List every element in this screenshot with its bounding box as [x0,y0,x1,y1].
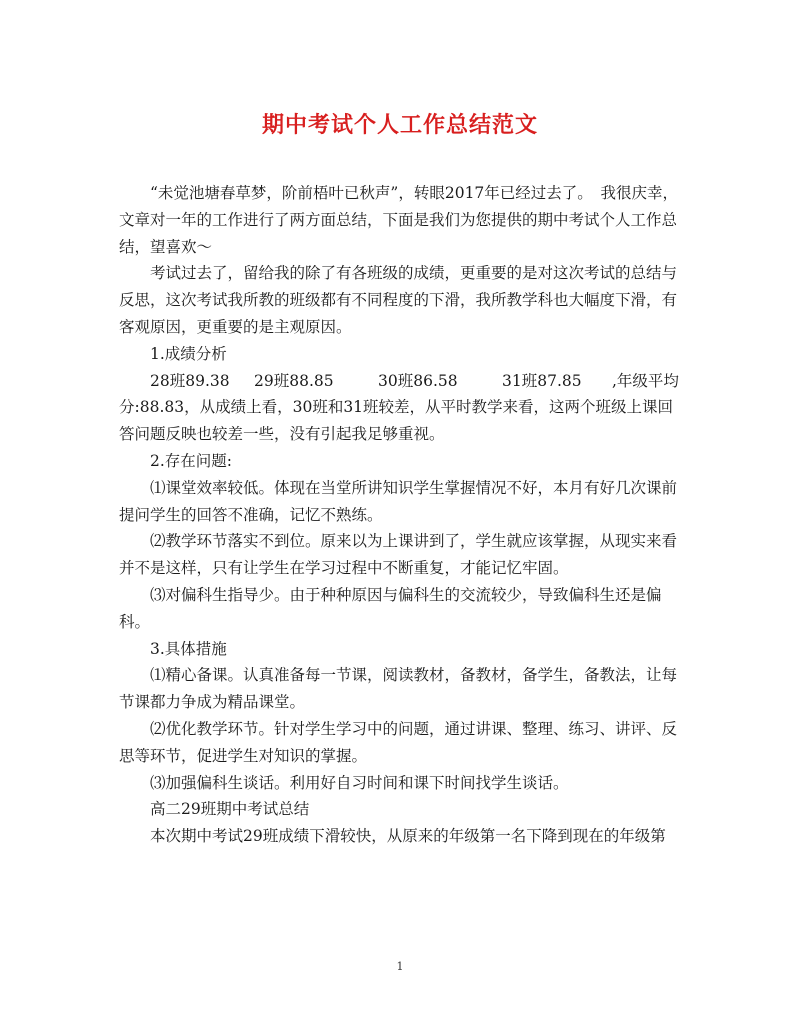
problem-item-3: ⑶对偏科生指导少。由于种种原因与偏科生的交流较少，导致偏科生还是偏科。 [119,585,662,631]
score-class-31: 31班87.85 [502,371,582,390]
document-body [119,180,681,850]
measure-item-1: ⑴精心备课。认真准备每一节课，阅读教材，备教材，备学生，备教法，让每节课都力争成为精品课堂。 [119,666,678,712]
score-class-29: 29班88.85 [254,371,334,390]
heading-score-analysis: 1.成绩分析 [150,344,227,363]
paragraph-reflection: 考试过去了，留给我的除了有各班级的成绩，更重要的是对这次考试的总结与反思，这次考试我所教的班级都有不同程度的下滑，我所教学科也大幅度下滑，有客观原因，更重要的是主观原因。 [119,264,678,336]
page-number: 1 [396,960,404,973]
score-class-28: 28班89.38 [150,371,230,390]
measure-item-2: ⑵优化教学环节。针对学生学习中的问题，通过讲课、整理、练习、讲评、反思等环节，促进学生对知识的掌握。 [119,719,678,765]
paragraph-intro: “未觉池塘春草梦，阶前梧叶已秋声”，转眼2017年已经过去了。 我很庆幸，文章对一年的工作进行了两方面总结，下面是我们为您提供的期中考试个人工作总结，望喜欢～ [119,184,679,256]
heading-measures: 3.具体措施 [150,639,227,658]
document-title: 期中考试个人工作总结范文 [261,112,538,138]
score-summary: ,年级平均分:88.83，从成绩上看，30班和31班较差，从平时教学来看，这两个班级上课回答问题反映也较差一些，没有引起我足够重视。 [119,371,679,444]
paragraph-class-29: 本次期中考试29班成绩下滑较快，从原来的年级第一名下降到现在的年级第 [150,827,666,846]
heading-class-29-summary: 高二29班期中考试总结 [150,800,310,819]
measure-item-3: ⑶加强偏科生谈话。利用好自习时间和课下时间找学生谈话。 [150,773,569,792]
heading-problems: 2.存在问题: [150,451,233,470]
problem-item-2: ⑵教学环节落实不到位。原来以为上课讲到了，学生就应该掌握，从现实来看并不是这样，只有让学生在学习过程中不断重复，才能记忆牢固。 [119,532,678,578]
problem-item-1: ⑴课堂效率较低。体现在当堂所讲知识学生掌握情况不好，本月有好几次课前提问学生的回答不准确，记忆不熟练。 [119,478,678,524]
score-class-30: 30班86.58 [378,371,458,390]
paragraph-scores [119,368,681,448]
